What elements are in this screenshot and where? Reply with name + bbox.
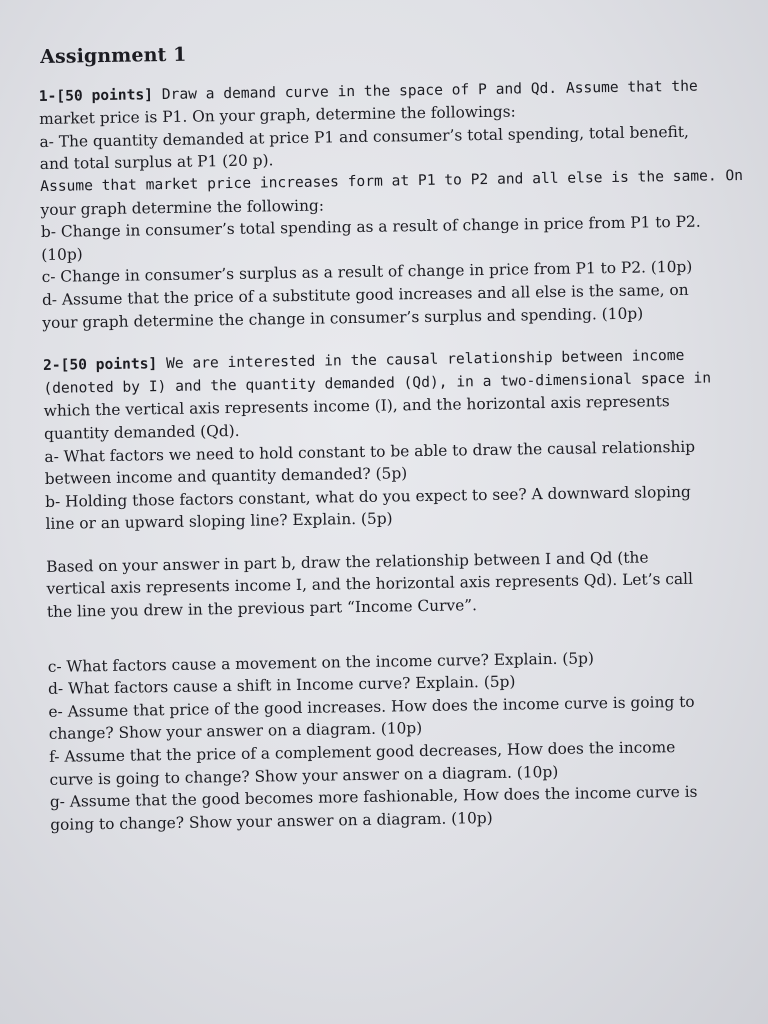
question-2: [43, 343, 736, 536]
question-1-line: and total surplus at P1 (20 p).: [39, 151, 274, 174]
question-2-part-a: a- What factors we need to hold constant to be able to draw the causal relationship: [44, 437, 696, 466]
question-1-line: your graph determine the change in consumer’s surplus and spending. (10p): [42, 304, 644, 332]
question-1-heading: 1-[50 points]: [38, 85, 154, 105]
page-title: Assignment 1: [39, 43, 187, 68]
question-1-line: market price is P1. On your graph, determine the followings:: [39, 102, 516, 129]
part-f-cont: curve is going to change? Show your answer on a diagram. (10p): [49, 762, 559, 789]
question-1-intro: Draw a demand curve in the space of P and Qd. Assume that the: [152, 77, 698, 103]
question-2-part-b: b- Holding those factors constant, what do you expect to see? A downward sloping: [45, 482, 691, 511]
paragraph-line: Based on your answer in part b, draw the relationship between I and Qd (the: [46, 548, 649, 576]
paragraph-line: the line you drew in the previous part “Income Curve”.: [46, 596, 478, 621]
question-2-heading: 2-[50 points]: [42, 355, 158, 375]
question-1-line: Assume that market price increases form at P1 to P2 and all else is the same. On: [40, 166, 744, 195]
part-e: e- Assume that price of the good increases. How does the income curve is going to: [48, 692, 695, 721]
question-2-line: between income and quantity demanded? (5p): [44, 464, 408, 489]
question-1-part-d: d- Assume that the price of a substitute good increases and all else is the same, on: [41, 280, 689, 309]
question-1-part-c: c- Change in consumer’s surplus as a result of change in price from P1 to P2. (10p): [41, 258, 693, 287]
question-1-part-a: a- The quantity demanded at price P1 and consumer’s total spending, total benefit,: [39, 122, 689, 151]
part-g-cont: going to change? Show your answer on a diagram. (10p): [50, 808, 493, 834]
income-curve-questions: [48, 645, 741, 837]
question-1-part-b: b- Change in consumer’s total spending as a result of change in price from P1 to P2.: [40, 212, 701, 242]
paragraph-line: vertical axis represents income I, and the horizontal axis represents Qd). Let’s call: [46, 570, 694, 599]
question-1-line: your graph determine the following:: [40, 196, 325, 219]
question-2-line: (denoted by I) and the quantity demanded (Qd), in a two-dimensional space in: [43, 369, 712, 397]
assignment-text: [38, 35, 744, 856]
part-d: d- What factors cause a shift in Income curve? Explain. (5p): [47, 672, 516, 699]
question-1: [38, 74, 744, 334]
question-2-line: which the vertical axis represents income (I), and the horizontal axis represents: [43, 392, 670, 421]
part-e-cont: change? Show your answer on a diagram. (10p): [48, 719, 423, 744]
part-g: g- Assume that the good becomes more fashionable, How does the income curve is: [49, 782, 698, 812]
question-2-intro: We are interested in the causal relationship between income: [157, 347, 685, 373]
part-f: f- Assume that the price of a complement good decreases, How does the income: [49, 738, 676, 766]
part-c: c- What factors cause a movement on the income curve? Explain. (5p): [47, 649, 595, 676]
question-2-line: quantity demanded (Qd).: [43, 421, 240, 443]
question-2-line: line or an upward sloping line? Explain. (5p): [45, 509, 393, 534]
income-curve-paragraph: [46, 545, 737, 624]
question-1-line: (10p): [41, 245, 83, 264]
